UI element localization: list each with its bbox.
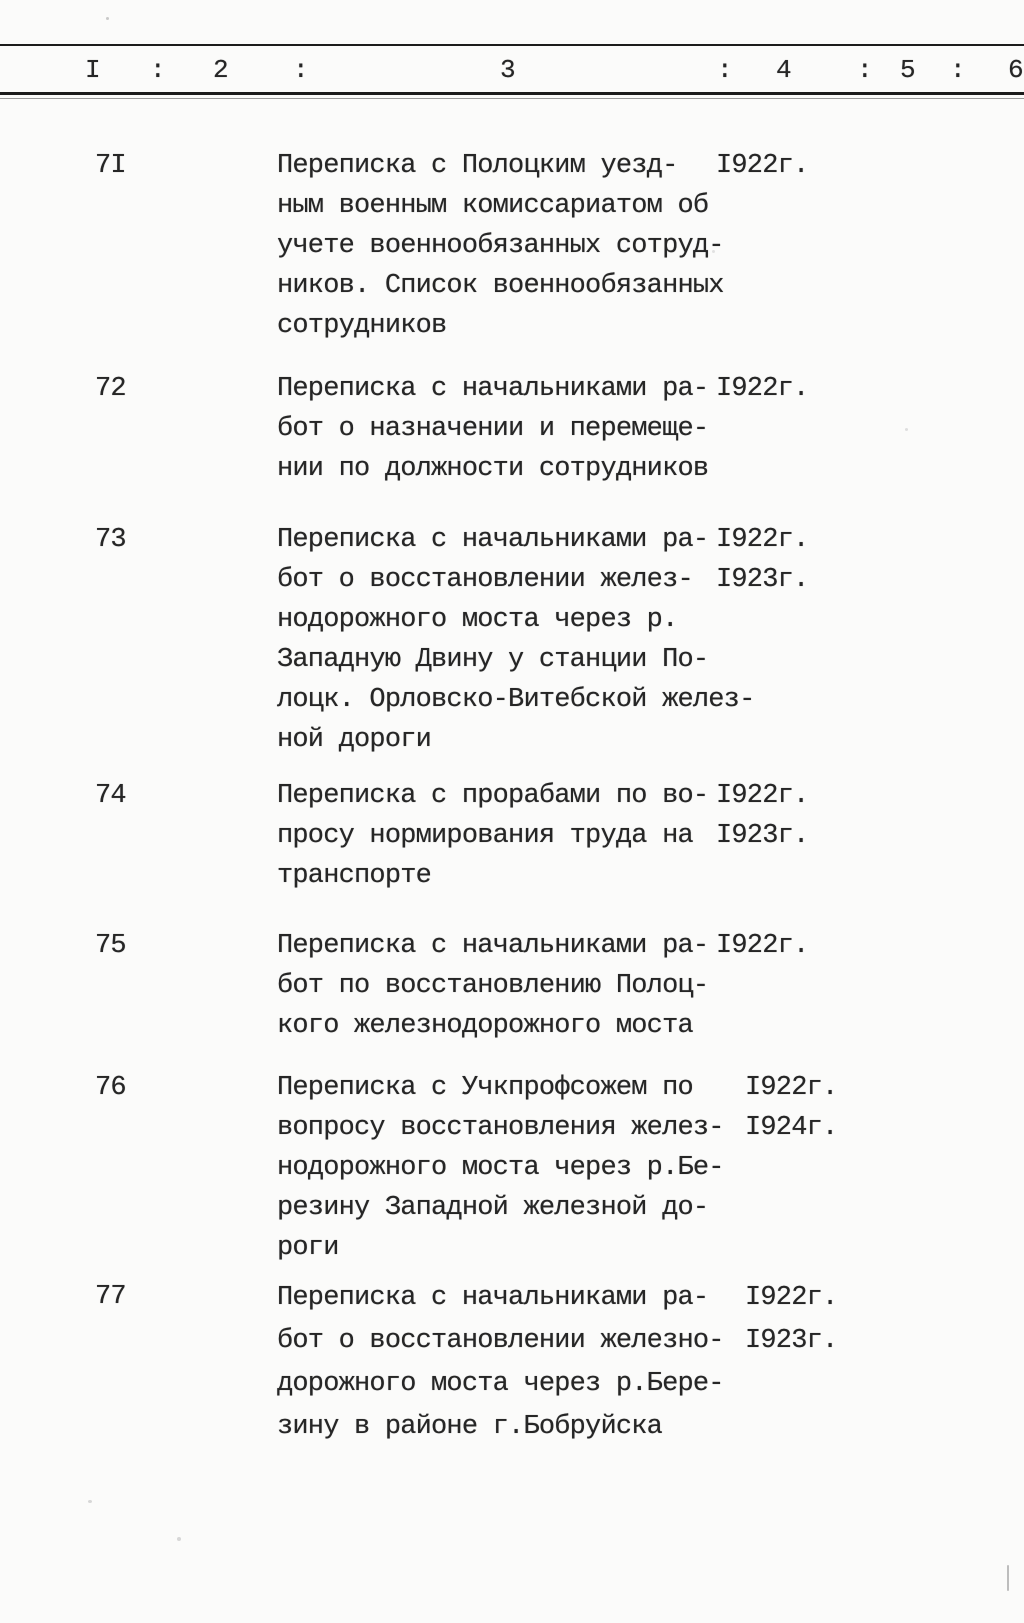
entry-description — [277, 369, 708, 489]
column-separator: : — [857, 55, 873, 85]
table-header — [0, 0, 1024, 96]
entry-number: 72 — [95, 374, 126, 404]
entry-number: 73 — [95, 525, 126, 555]
column-header-3: 3 — [500, 55, 516, 85]
description-line: транспорте — [277, 861, 432, 891]
entry-years — [716, 776, 808, 856]
entry-years — [745, 1068, 837, 1148]
description-line: Переписка с Учкпрофсожем по — [277, 1073, 693, 1103]
description-line: бот по восстановлению Полоц- — [277, 971, 709, 1001]
column-separator: : — [293, 55, 309, 85]
description-line: Западную Двину у станции По- — [277, 645, 709, 675]
description-line: вопросу восстановления желез- — [277, 1113, 724, 1143]
column-header-4: 4 — [776, 55, 792, 85]
entry-number: 77 — [95, 1282, 126, 1312]
entry-number: 76 — [95, 1073, 126, 1103]
entry-description — [277, 926, 708, 1046]
description-line: Переписка с начальниками ра- — [277, 374, 709, 404]
column-separator: : — [150, 55, 166, 85]
description-line: роги — [277, 1233, 339, 1263]
header-rule-bottom — [0, 92, 1024, 95]
year-value: I923г. — [745, 1326, 838, 1356]
scan-speck — [88, 1500, 92, 1503]
description-line: Переписка с Полоцким уезд- — [277, 151, 678, 181]
column-separator: : — [950, 55, 966, 85]
entry-years — [716, 369, 808, 409]
year-value: I922г. — [716, 151, 809, 181]
scan-edge-mark — [1007, 1565, 1009, 1591]
entry-description — [277, 1068, 724, 1268]
year-value: I922г. — [716, 374, 809, 404]
description-line: ников. Список военнообязанных — [277, 271, 724, 301]
header-rule-bottom-shadow — [0, 98, 1024, 99]
entry-description — [277, 1277, 724, 1449]
column-header-1: I — [85, 55, 101, 85]
description-line: ной дороги — [277, 725, 432, 755]
column-separator: : — [717, 55, 733, 85]
description-line: резину Западной железной до- — [277, 1193, 709, 1223]
entry-number: 75 — [95, 931, 126, 961]
description-line: нодорожного моста через р.Бе- — [277, 1153, 724, 1183]
year-value: I922г. — [716, 781, 809, 811]
entry-description — [277, 520, 754, 760]
column-header-5: 5 — [900, 55, 916, 85]
year-value: I922г. — [716, 525, 809, 555]
year-value: I924г. — [745, 1113, 838, 1143]
entry-description — [277, 776, 708, 896]
entry-years — [716, 520, 808, 600]
description-line: просу нормирования труда на — [277, 821, 693, 851]
description-line: бот о назначении и перемеще- — [277, 414, 709, 444]
column-header-2: 2 — [213, 55, 229, 85]
entry-years — [716, 146, 808, 186]
year-value: I922г. — [745, 1283, 838, 1313]
description-line: Переписка с начальниками ра- — [277, 1283, 709, 1313]
year-value: I922г. — [716, 931, 809, 961]
scan-speck — [905, 428, 908, 431]
description-line: бот о восстановлении желез- — [277, 565, 693, 595]
description-line: Переписка с прорабами по во- — [277, 781, 709, 811]
description-line: нии по должности сотрудников — [277, 454, 709, 484]
year-value: I923г. — [716, 565, 809, 595]
year-value: I923г. — [716, 821, 809, 851]
description-line: нодорожного моста через р. — [277, 605, 678, 635]
scan-speck — [712, 250, 715, 253]
description-line: ным военным комиссариатом об — [277, 191, 709, 221]
description-line: Переписка с начальниками ра- — [277, 525, 709, 555]
entry-description — [277, 146, 724, 346]
entry-years — [716, 926, 808, 966]
column-header-6: 6 — [1008, 55, 1024, 85]
description-line: бот о восстановлении железно- — [277, 1326, 724, 1356]
entry-number: 74 — [95, 781, 126, 811]
description-line: кого железнодорожного моста — [277, 1011, 693, 1041]
scan-speck — [177, 1537, 181, 1541]
description-line: сотрудников — [277, 311, 447, 341]
scan-speck — [106, 17, 109, 20]
description-line: лоцк. Орловско-Витебской желез- — [277, 685, 755, 715]
description-line: Переписка с начальниками ра- — [277, 931, 709, 961]
description-line: учете военнообязанных сотруд- — [277, 231, 724, 261]
header-rule-top — [0, 44, 1024, 46]
entry-years — [745, 1277, 837, 1363]
entry-number: 7I — [95, 151, 126, 181]
description-line: дорожного моста через р.Бере- — [277, 1369, 724, 1399]
year-value: I922г. — [745, 1073, 838, 1103]
description-line: зину в районе г.Бобруйска — [277, 1412, 663, 1442]
